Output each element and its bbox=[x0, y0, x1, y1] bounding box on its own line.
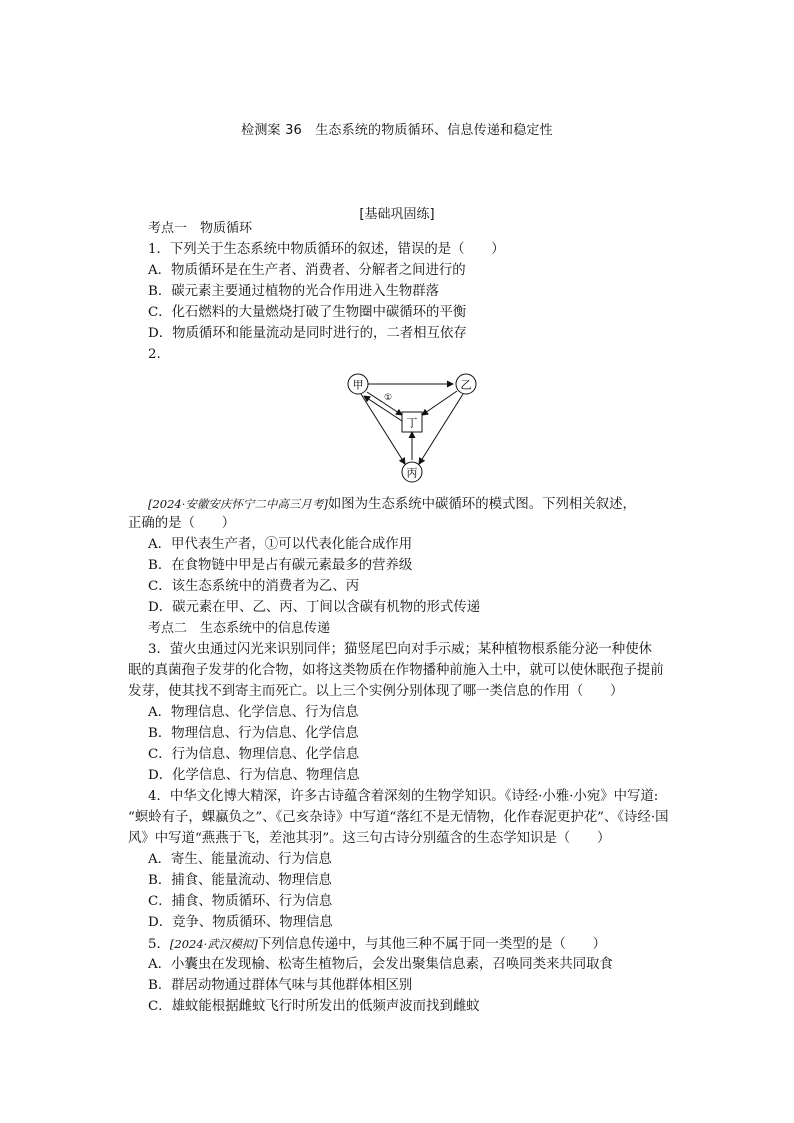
carbon-cycle-diagram bbox=[336, 370, 496, 490]
q2-number: 2. bbox=[148, 347, 161, 362]
page-title: 检测案 36 生态系统的物质循环、信息传递和稳定性 bbox=[241, 123, 553, 138]
arrow-jia-to-bing bbox=[361, 394, 405, 464]
node-yi-label: 乙 bbox=[460, 378, 472, 392]
q1-option-c: C．化石燃料的大量燃烧打破了生物圈中碳循环的平衡 bbox=[148, 305, 467, 320]
q5-number: 5． bbox=[148, 937, 170, 952]
section-heading: [基础巩固练] bbox=[359, 207, 435, 222]
q3-option-d: D．化学信息、行为信息、物理信息 bbox=[148, 768, 360, 783]
q4-stem-line3: 风》中写道“燕燕于飞，差池其羽”。这三句古诗分别蕴含的生态学知识是（ ） bbox=[128, 831, 611, 846]
q3-stem-line3: 发芽，使其找不到寄主而死亡。以上三个实例分别体现了哪一类信息的作用（ ） bbox=[128, 684, 624, 699]
q1-option-d: D．物质循环和能量流动是同时进行的，二者相互依存 bbox=[148, 326, 467, 341]
q5-option-a: A．小囊虫在发现榆、松寄生植物后，会发出聚集信息素，召唤同类来共同取食 bbox=[148, 957, 613, 972]
q5-stem-text: 下列信息传递中，与其他三种不属于同一类型的是（ ） bbox=[257, 937, 606, 952]
q5-option-b: B．群居动物通过群体气味与其他群体相区别 bbox=[148, 978, 413, 993]
topic-1-heading: 考点一 物质循环 bbox=[148, 221, 253, 236]
q2-source: [2024·安徽安庆怀宁二中高三月考] bbox=[148, 497, 328, 511]
q3-stem-line2: 眠的真菌孢子发芽的化合物，如将这类物质在作物播种前施入土中，就可以使休眠孢子提前 bbox=[128, 663, 664, 678]
q4-stem-line1: 4．中华文化博大精深，许多古诗蕴含着深刻的生物学知识。《诗经·小雅·小宛》中写道: bbox=[148, 789, 659, 804]
arrow-mark-1: ① bbox=[383, 393, 393, 403]
node-bing-label: 丙 bbox=[406, 466, 418, 480]
q4-option-c: C．捕食、物质循环、行为信息 bbox=[148, 894, 333, 909]
q4-option-b: B．捕食、能量流动、物理信息 bbox=[148, 873, 332, 888]
q2-option-d: D．碳元素在甲、乙、丙、丁间以含碳有机物的形式传递 bbox=[148, 600, 481, 615]
q2-option-c: C．该生态系统中的消费者为乙、丙 bbox=[148, 579, 360, 594]
node-ding-label: 丁 bbox=[406, 416, 418, 430]
q1-option-a: A．物质循环是在生产者、消费者、分解者之间进行的 bbox=[148, 263, 466, 278]
q2-stem-line1 bbox=[148, 494, 636, 515]
q3-option-c: C．行为信息、物理信息、化学信息 bbox=[148, 747, 360, 762]
node-jia-label: 甲 bbox=[352, 378, 364, 392]
q2-option-a: A．甲代表生产者，①可以代表化能合成作用 bbox=[148, 537, 413, 552]
q4-option-a: A．寄生、能量流动、行为信息 bbox=[148, 852, 332, 867]
q3-option-b: B．物理信息、行为信息、化学信息 bbox=[148, 726, 359, 741]
q4-stem-line2: “螟蛉有子，蜾蠃负之”、《己亥杂诗》中写道“落红不是无情物，化作春泥更护花”、《诗经·国 bbox=[128, 810, 669, 825]
arrow-yi-to-bing bbox=[419, 394, 463, 464]
q1-stem: 1．下列关于生态系统中物质循环的叙述，错误的是（ ） bbox=[148, 242, 505, 257]
q5-source: [2024·武汉模拟] bbox=[169, 937, 258, 951]
q3-stem-line1: 3．萤火虫通过闪光来识别同伴；猫竖尾巴向对手示威；某种植物根系能分泌一种使休 bbox=[148, 642, 652, 657]
q2-stem-line2: 正确的是（ ） bbox=[128, 516, 236, 531]
q5-option-c: C．雄蚊能根据雌蚊飞行时所发出的低频声波而找到雌蚊 bbox=[148, 999, 480, 1014]
q2-option-b: B．在食物链中甲是占有碳元素最多的营养级 bbox=[148, 558, 413, 573]
q3-option-a: A．物理信息、化学信息、行为信息 bbox=[148, 705, 359, 720]
q5-stem bbox=[148, 934, 606, 955]
q1-option-b: B．碳元素主要通过植物的光合作用进入生物群落 bbox=[148, 284, 440, 299]
q2-stem-text: 如图为生态系统中碳循环的模式图。下列相关叙述， bbox=[327, 497, 636, 512]
q4-option-d: D．竞争、物质循环、物理信息 bbox=[148, 915, 333, 930]
topic-2-heading: 考点二 生态系统中的信息传递 bbox=[148, 621, 331, 636]
